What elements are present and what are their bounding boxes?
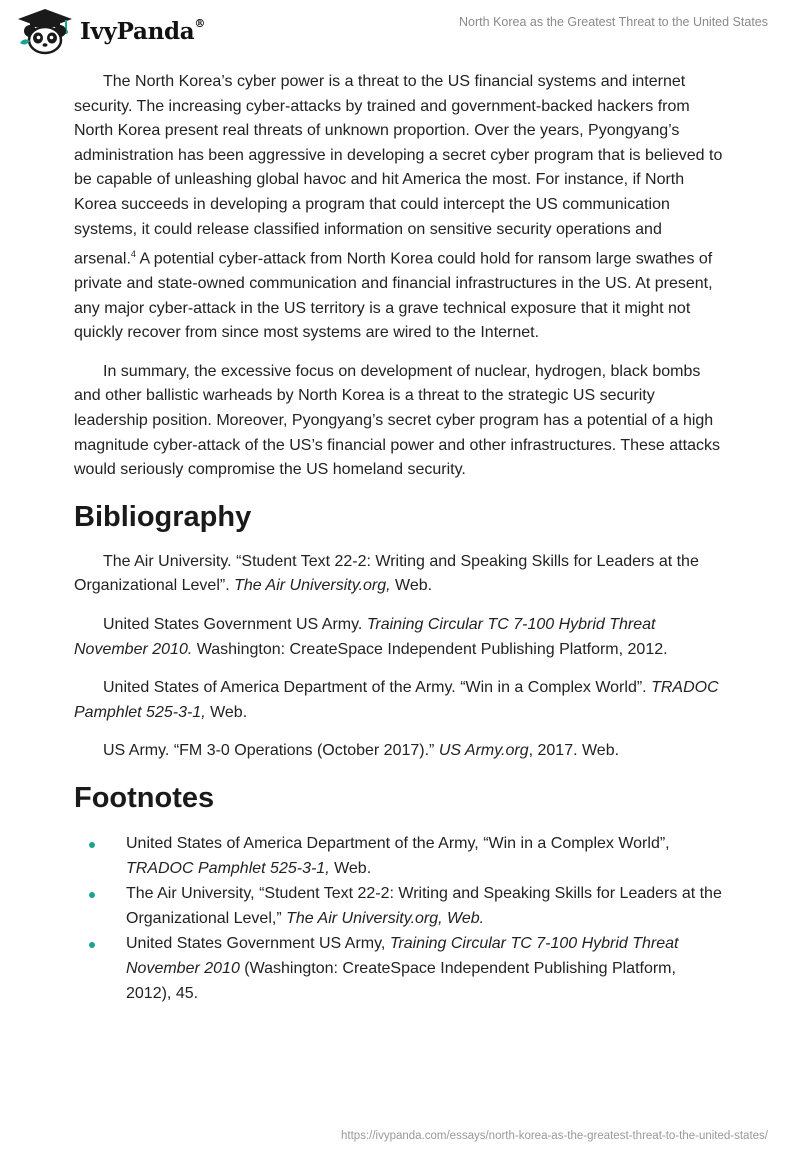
ivypanda-logo[interactable] (16, 6, 205, 56)
bullet-dot-icon (89, 942, 95, 948)
body-paragraph-1: The North Korea’s cyber power is a threat to the US financial systems and internet security. The increasing cyber-attacks by trained and government-backed hackers from North Korea present real threats of unknown proportion. Over the years, Pyongyang’s administration has been aggressive in developing a secret cyber program that is believed to be capable of unleashing global havoc and hit America the most. For instance, if North Korea succeeds in developing a program that could intercept the US communication systems, it could release classified information on sensitive security operations and arsenal.$^4$ A potential cyber-attack from North Korea could hold for ransom large swathes of private and state-owned communication and financial infrastructures in the US. At present, any major cyber-attack in the US territory is a grave technical exposure that it might not quickly recover from since most systems are wired to the Internet. (74, 73, 723, 342)
bibliography-entry: The Air University. “Student Text 22-2: Writing and Speaking Skills for Leaders at the Organizational Level”. The Air University.org, Web. (74, 552, 699, 595)
body-paragraph-2: In summary, the excessive focus on development of nuclear, hydrogen, black bombs and other ballistic warheads by North Korea is a threat to the strategic US security leadership position. Moreover, Pyongyang’s secret cyber program has a potential of a high magnitude cyber-attack of the US’s financial power and other infrastructures. These attacks would seriously compromise the US homeland security. (74, 362, 720, 479)
panda-graduate-icon (16, 7, 74, 55)
bibliography-entry: United States of America Department of the Army. “Win in a Complex World”. TRADOC Pamphlet 525-3-1, Web. (74, 679, 719, 721)
footnotes-list (74, 832, 724, 1006)
brand-name: IvyPanda® (80, 16, 206, 45)
footnote-item: United States of America Department of the Army, “Win in a Complex World”, TRADOC Pamphlet 525-3-1, Web. (74, 832, 724, 881)
bibliography-entry: United States Government US Army. Training Circular TC 7-100 Hybrid Threat November 2010. Washington: CreateSpace Independent Publishing Platform, 2012. (74, 616, 668, 658)
footnote-item: The Air University, “Student Text 22-2: Writing and Speaking Skills for Leaders at the Organizational Level,” The Air University.org, Web. (74, 882, 724, 931)
source-url[interactable]: https://ivypanda.com/essays/north-korea-as-the-greatest-threat-to-the-united-states/ (341, 1130, 768, 1142)
bibliography-entry: US Army. “FM 3-0 Operations (October 2017).” US Army.org, 2017. Web. (103, 742, 620, 760)
bullet-dot-icon (89, 892, 95, 898)
essay-content (74, 70, 724, 1007)
footnote-ref[interactable]: 4 (130, 249, 136, 260)
document-title: North Korea as the Greatest Threat to the United States (459, 15, 768, 29)
bibliography-heading: Bibliography (74, 500, 252, 533)
footnote-item: United States Government US Army, Training Circular TC 7-100 Hybrid Threat November 2010 (Washington: CreateSpace Independent Publishing Platform, 2012), 45. (74, 932, 724, 1006)
registered-mark: ® (194, 16, 206, 30)
footnotes-heading: Footnotes (74, 781, 215, 814)
page-header (0, 0, 800, 64)
bullet-dot-icon (89, 842, 95, 848)
